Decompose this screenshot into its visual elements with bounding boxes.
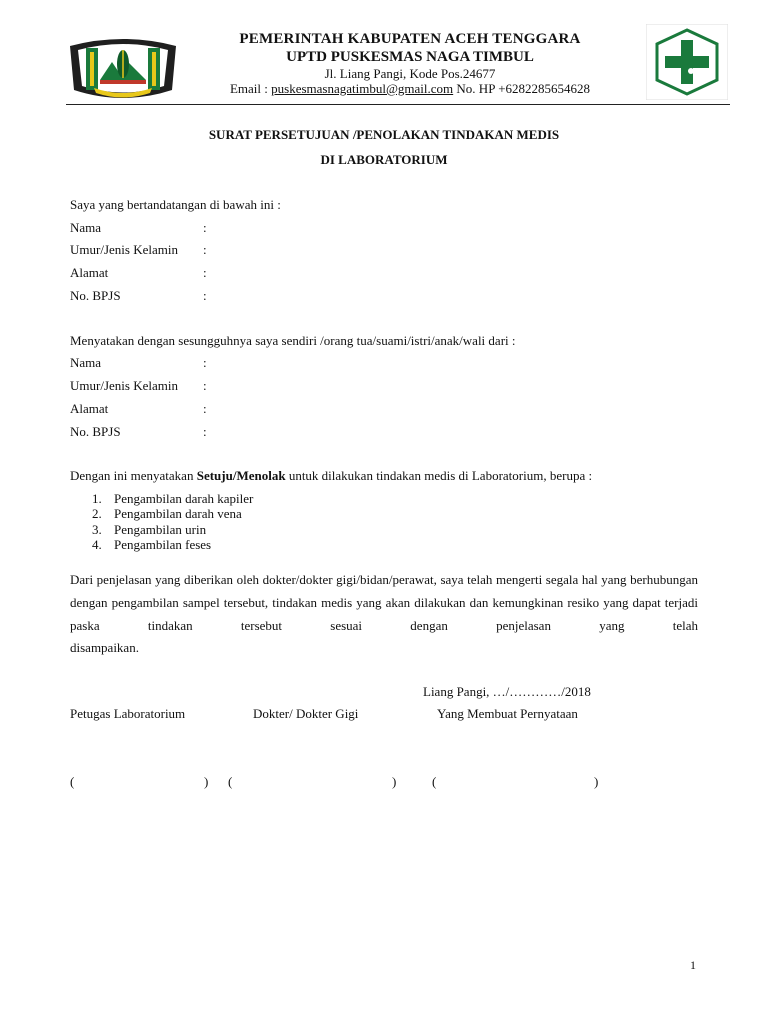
- section1-bpjs-colon: :: [203, 288, 207, 303]
- place-date: Liang Pangi, …/…………/2018: [423, 684, 591, 699]
- list-item: [92, 491, 253, 506]
- email-link[interactable]: puskesmasnagatimbul@gmail.com: [271, 81, 454, 96]
- list-text: Pengambilan darah vena: [114, 506, 242, 522]
- signature-open-paren-2: (: [228, 774, 233, 789]
- section1-intro: Saya yang bertandatangan di bawah ini :: [70, 197, 281, 212]
- procedure-list: [92, 491, 253, 552]
- list-item: [92, 522, 253, 537]
- section1-alamat-colon: :: [203, 265, 207, 280]
- signature-close-paren-2: ): [392, 774, 397, 789]
- header-address: Jl. Liang Pangi, Kode Pos.24677: [324, 66, 496, 81]
- puskesmas-cross-logo-icon: [646, 24, 728, 100]
- list-item: [92, 537, 253, 552]
- section2-nama-label: Nama: [70, 355, 102, 370]
- document-title-line1: SURAT PERSETUJUAN /PENOLAKAN TINDAKAN MEDIS: [208, 127, 560, 142]
- statement-prefix: Dengan ini menyatakan: [70, 468, 197, 483]
- list-text: Pengambilan feses: [114, 536, 212, 552]
- header-government-title: PEMERINTAH KABUPATEN ACEH TENGGARA: [239, 31, 581, 47]
- role-declarant: Yang Membuat Pernyataan: [437, 706, 578, 721]
- section2-intro: Menyatakan dengan sesungguhnya saya sendiri /orang tua/suami/istri/anak/wali dari :: [70, 333, 516, 348]
- signature-open-paren-1: (: [70, 774, 75, 789]
- explanation-paragraph: [70, 569, 698, 660]
- explanation-body: Dari penjelasan yang diberikan oleh dokter/dokter gigi/bidan/perawat, saya telah mengerti segala hal yang berhubungan dengan pengambilan sampel tersebut, tindakan medis yang akan dilakukan dan kemungkinan resiko yang dapat terjadi paska tindakan tersebut sesuai dengan penjelasan yang telah: [70, 572, 698, 633]
- section1-alamat-label: Alamat: [70, 265, 109, 280]
- section1-bpjs-label: No. BPJS: [70, 288, 121, 303]
- statement-suffix: untuk dilakukan tindakan medis di Laboratorium, berupa :: [285, 468, 593, 483]
- header-divider: [66, 104, 730, 105]
- list-number: 3.: [92, 521, 102, 537]
- consent-statement: [70, 468, 592, 484]
- section1-umur-colon: :: [203, 242, 207, 257]
- list-text: Pengambilan urin: [114, 521, 207, 537]
- header-puskesmas-name: UPTD PUSKESMAS NAGA TIMBUL: [286, 49, 534, 65]
- statement-choice: Setuju/Menolak: [196, 468, 286, 483]
- section2-alamat-colon: :: [203, 401, 207, 416]
- signature-close-paren-3: ): [594, 774, 599, 789]
- phone-number: No. HP +6282285654628: [456, 81, 591, 96]
- list-number: 1.: [92, 491, 102, 506]
- section2-nama-colon: :: [203, 355, 207, 370]
- list-item: [92, 506, 253, 521]
- header-contact: [190, 81, 630, 97]
- signature-open-paren-3: (: [432, 774, 437, 789]
- document-title-line2: DI LABORATORIUM: [320, 152, 448, 167]
- section1-nama-colon: :: [203, 220, 207, 235]
- email-label: Email :: [229, 81, 268, 96]
- section2-umur-colon: :: [203, 378, 207, 393]
- list-number: 4.: [92, 536, 102, 552]
- list-text: Pengambilan darah kapiler: [114, 491, 254, 506]
- section2-alamat-label: Alamat: [70, 401, 109, 416]
- section2-bpjs-colon: :: [203, 424, 207, 439]
- role-lab-officer: Petugas Laboratorium: [70, 706, 186, 721]
- section2-bpjs-label: No. BPJS: [70, 424, 121, 439]
- role-doctor: Dokter/ Dokter Gigi: [253, 706, 359, 721]
- section1-nama-label: Nama: [70, 220, 102, 235]
- list-number: 2.: [92, 506, 102, 522]
- page-number: 1: [690, 958, 696, 972]
- section1-umur-label: Umur/Jenis Kelamin: [70, 242, 178, 257]
- signature-close-paren-1: ): [204, 774, 209, 789]
- explanation-last-line: disampaikan.: [70, 640, 139, 656]
- section2-umur-label: Umur/Jenis Kelamin: [70, 378, 178, 393]
- aceh-tenggara-emblem-icon: [64, 34, 182, 104]
